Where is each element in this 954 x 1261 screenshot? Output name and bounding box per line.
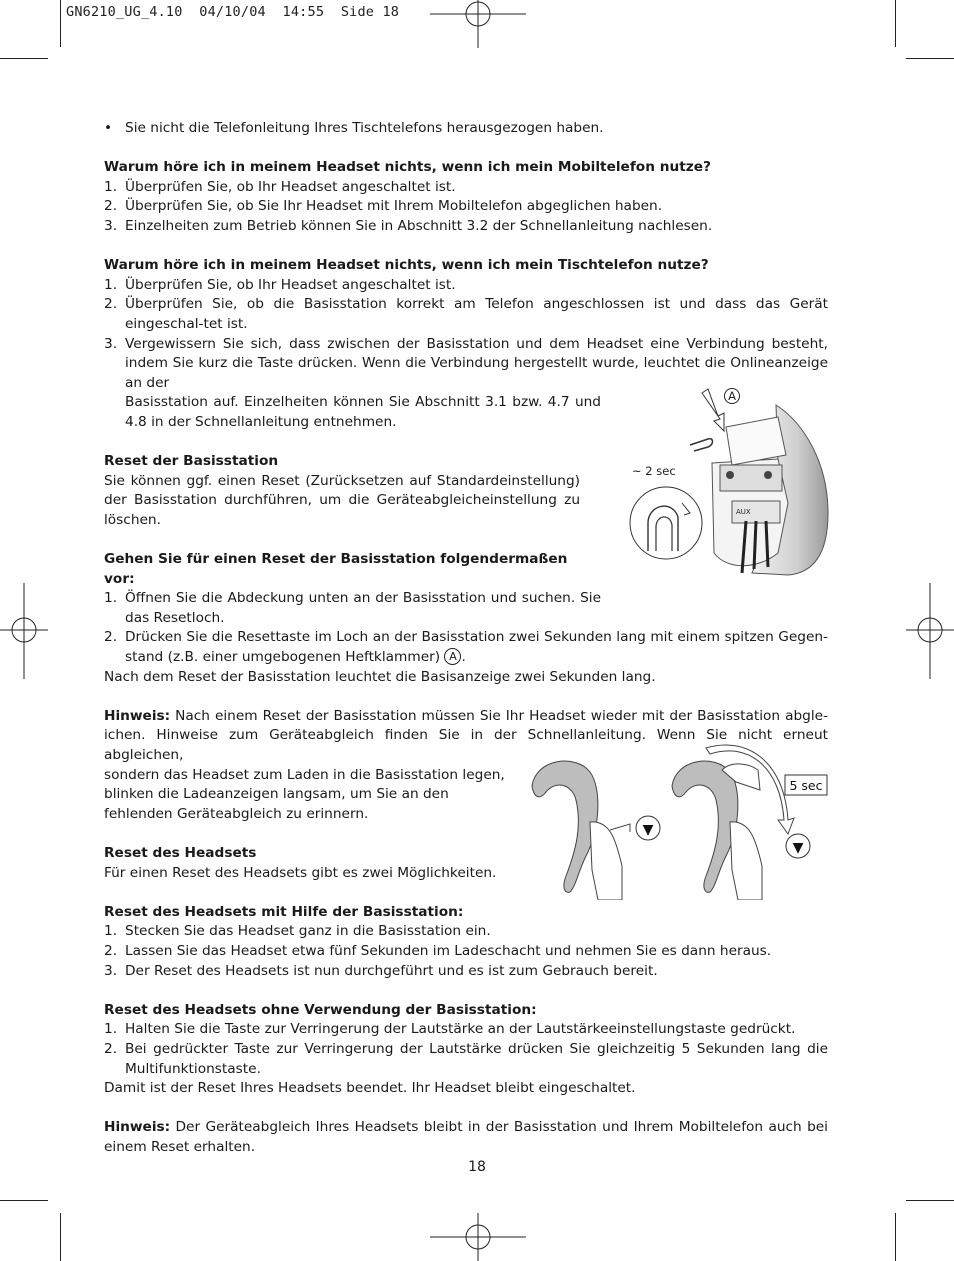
section-heading: Reset des Headsets mit Hilfe der Basisstation:: [104, 903, 464, 920]
list-number: 2.: [104, 942, 118, 959]
section-heading: Reset der Basisstation: [104, 453, 279, 470]
list-number: 1.: [104, 1021, 118, 1038]
paragraph: Für einen Reset des Headsets gibt es zwei Möglichkeiten.: [104, 864, 497, 881]
duration-label: 5 sec: [789, 778, 823, 793]
list-item: [104, 119, 828, 139]
paperclip: [690, 439, 713, 451]
zoom-detail-circle: [630, 487, 702, 559]
bullet-symbol: •: [104, 120, 113, 136]
base-station-lid: [726, 417, 786, 465]
list-number: 2.: [104, 1040, 118, 1057]
list-item-text: Lassen Sie das Headset etwa fünf Sekunden im Ladeschacht und nehmen Sie es dann heraus.: [125, 942, 772, 959]
list-item: [104, 178, 828, 198]
list-item-text: Einzelheiten zum Betrieb können Sie in Abschnitt 3.2 der Schnellanleitung nachlesen.: [125, 217, 713, 234]
list-item-text: Überprüfen Sie, ob Sie Ihr Headset mit Ihrem Mobiltelefon abgeglichen haben.: [125, 198, 663, 215]
list-number: 1.: [104, 178, 118, 195]
list-number: 2.: [104, 629, 118, 646]
list-item-text: Sie nicht die Telefonleitung Ihres Tischtelefons herausgezogen haben.: [125, 120, 604, 136]
list-item: [104, 197, 828, 217]
figure-marker: A: [728, 389, 736, 403]
section-heading: Reset des Headsets ohne Verwendung der Basisstation:: [104, 1001, 537, 1018]
list-item: [104, 217, 828, 237]
press-arrow-left: [610, 824, 630, 832]
registration-mark-bottom: [430, 1213, 526, 1261]
note-text: Der Geräteabgleich Ihres Headsets bleibt in der Basisstation und Ihrem Mobiltelefon auch bei einem Reset erhalten.: [104, 1119, 828, 1155]
section-heading: Gehen Sie für einen Reset der Basisstation folgendermaßen vor:: [104, 551, 568, 587]
list-item: [104, 1020, 828, 1040]
hand-right: [730, 822, 762, 900]
crop-mark: [0, 58, 48, 59]
list-item-text: Überprüfen Sie, ob Ihr Headset angeschaltet ist.: [125, 276, 456, 293]
list-item-text: Überprüfen Sie, ob Ihr Headset angeschaltet ist.: [125, 178, 456, 195]
crop-mark: [906, 58, 954, 59]
list-item-text: Basisstation auf. Einzelheiten können Sie Abschnitt 3.1 bzw. 4.7 und 4.8 in der Schnellanleitung entnehmen.: [125, 394, 601, 430]
list-number: 3.: [104, 962, 118, 979]
list-item: [104, 276, 828, 296]
note-text: Nach einem Reset der Basisstation müssen Sie Ihr Headset wieder mit der Basisstation abgle-ichen. Hinweise zum Geräteabgleich finden Sie in der Schnellanleitung. Wenn Sie nicht erneut abgleichen,: [104, 707, 828, 763]
volume-down-icon: ▼: [792, 840, 804, 856]
list-item-text: Der Reset des Headsets ist nun durchgeführt und es ist zum Gebrauch bereit.: [125, 962, 658, 979]
headset-reset-figure: [526, 740, 830, 900]
list-number: 3.: [104, 217, 118, 234]
list-item-text: Bei gedrückter Taste zur Verringerung der Lautstärke drücken Sie gleichzeitig 5 Sekunden lang die Multifunktionstaste.: [125, 1040, 828, 1077]
page-number: 18: [468, 1159, 486, 1175]
crop-mark: [60, 0, 61, 47]
list-item-text: Überprüfen Sie, ob die Basisstation korrekt am Telefon angeschlossen ist und dass das Gerät eingeschal-tet ist.: [125, 296, 828, 332]
list-item: [104, 1040, 828, 1079]
crop-mark: [60, 1213, 61, 1261]
note-continuation: sondern das Headset zum Laden in die Basisstation legen, blinken die Ladeanzeigen langsam, um Sie an den fehlenden Geräteabgleich zu erinnern.: [104, 766, 505, 822]
paragraph: Damit ist der Reset Ihres Headsets beendet. Ihr Headset bleibt eingeschaltet.: [104, 1080, 636, 1097]
crop-mark: [0, 1200, 48, 1201]
crop-mark: [895, 0, 896, 47]
cable: [754, 521, 756, 569]
list-number: 1.: [104, 276, 118, 293]
list-item: [104, 942, 828, 962]
hand-left: [590, 822, 622, 900]
list-item: [104, 589, 601, 628]
figure-marker: A: [444, 648, 461, 665]
list-item: [104, 922, 828, 942]
note-paragraph: [104, 1118, 828, 1157]
connector-port: [726, 471, 734, 479]
list-number: 1.: [104, 590, 118, 607]
headset-left: [532, 761, 598, 892]
page-content: [104, 119, 828, 1157]
aux-label: AUX: [736, 508, 751, 516]
section-heading: Warum höre ich in meinem Headset nichts, wenn ich mein Tischtelefon nutze?: [104, 257, 709, 274]
list-item-text: Drücken Sie die Resettaste im Loch an der Basisstation zwei Sekunden lang mit einem spitzen Gegen-stand (z.B. einer umgebogenen Heftklammer): [125, 629, 828, 666]
section-heading: Warum höre ich in meinem Headset nichts, wenn ich mein Mobiltelefon nutze?: [104, 159, 711, 176]
registration-mark-right: [906, 583, 954, 679]
list-item: [104, 962, 828, 982]
punctuation: .: [461, 649, 466, 666]
list-item-text: Vergewissern Sie sich, dass zwischen der Basisstation und dem Headset eine Verbindung besteht, indem Sie kurz die Taste drücken. Wenn die Verbindung hergestellt wurde, leuchtet die Onlineanzeige an der: [125, 335, 828, 391]
crop-mark: [906, 1200, 954, 1201]
registration-mark-top: [430, 0, 526, 48]
print-slug: GN6210_UG_4.10 04/10/04 14:55 Side 18: [66, 4, 400, 20]
list-number: 3.: [104, 335, 118, 352]
list-item-continuation: [104, 393, 601, 432]
list-item-text: Öffnen Sie die Abdeckung unten an der Basisstation und suchen. Sie das Resetloch.: [125, 590, 601, 626]
volume-down-icon: ▼: [642, 822, 654, 838]
list-item-text: Halten Sie die Taste zur Verringerung der Lautstärke an der Lautstärkeeinstellungstaste gedrückt.: [125, 1021, 796, 1038]
cable: [766, 521, 768, 567]
connector-port: [764, 471, 772, 479]
crop-mark: [895, 1213, 896, 1261]
section-heading: Reset des Headsets: [104, 844, 257, 861]
headset-right: [672, 761, 738, 892]
list-number: 2.: [104, 296, 118, 313]
list-number: 1.: [104, 923, 118, 940]
list-number: 2.: [104, 198, 118, 215]
registration-mark-left: [0, 583, 48, 679]
list-item: [104, 628, 828, 667]
paragraph: Nach dem Reset der Basisstation leuchtet die Basisanzeige zwei Sekunden lang.: [104, 668, 656, 685]
duration-label: ~ 2 sec: [632, 464, 676, 478]
base-station-reset-figure: [628, 383, 832, 579]
note-label: Hinweis:: [104, 707, 171, 724]
list-item-text: Stecken Sie das Headset ganz in die Basisstation ein.: [125, 923, 491, 940]
pointer-arrow: [702, 389, 724, 431]
note-label: Hinweis:: [104, 1119, 171, 1136]
paragraph: Sie können ggf. einen Reset (Zurücksetzen auf Standardeinstellung) der Basisstation durchführen, um die Geräteabgleicheinstellung zu löschen.: [104, 472, 580, 528]
list-item: [104, 295, 828, 334]
